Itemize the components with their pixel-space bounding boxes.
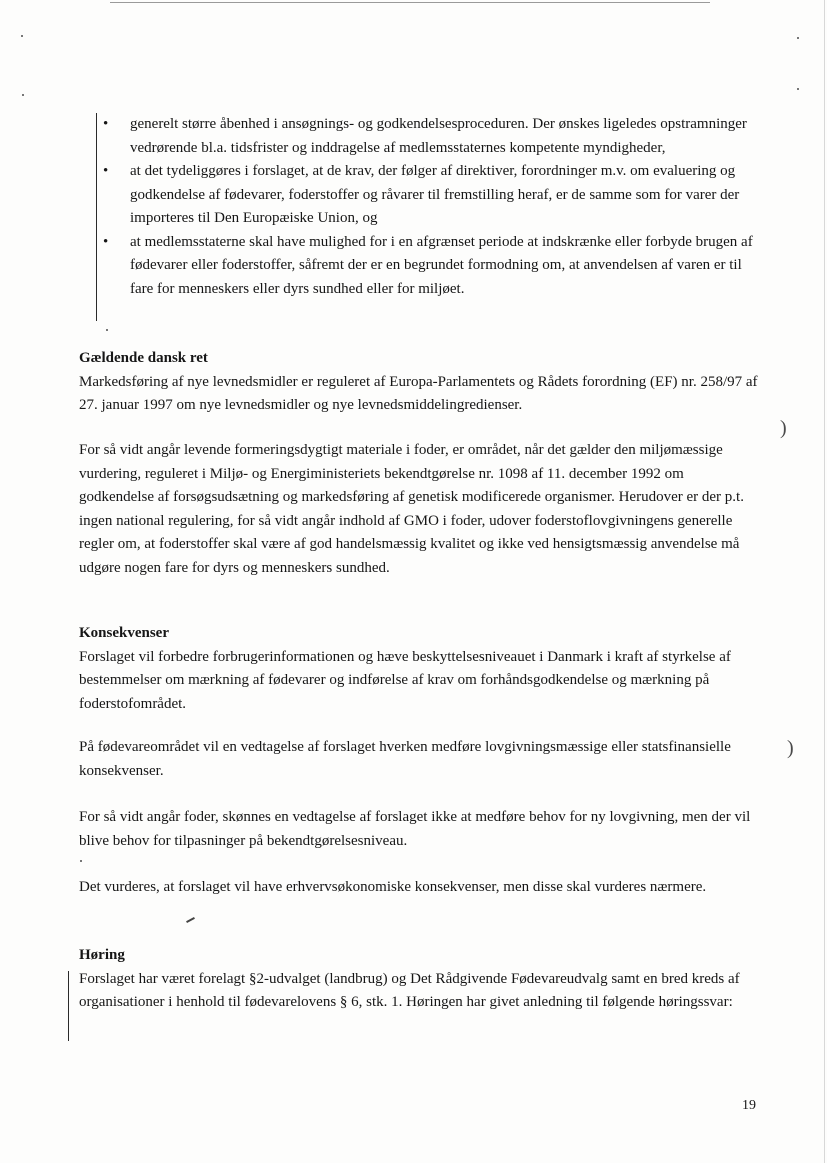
paragraph: Forslaget har været forelagt §2-udvalget (landbrug) og Det Rådgivende Fødevareudvalg samt en bred kreds af organisationer i henhold til fødevarelovens § 6, stk. 1. Høringen har givet anledning til følgende høringssvar: <box>79 970 740 1010</box>
paragraph-gmo-foder <box>79 439 759 580</box>
scan-speck <box>106 329 108 331</box>
bullet-dot: • <box>103 163 109 179</box>
bullet-item <box>103 113 763 160</box>
section-konsekvenser <box>79 622 759 716</box>
paragraph: For så vidt angår levende formeringsdygtigt materiale i foder, er området, når det gælder den miljømæssige vurdering, reguleret i Miljø- og Energiministeriets bekendtgørelse nr. 1098 af 11. december 1992 om godkendelse af forsøgsudsætning og markedsføring af genetisk modificerede organismer. Herudover er der p.t. ingen national regulering, for så vidt angår indhold af GMO i foder, udover foderstoflovgivningens generelle regler om, at foderstoffer skal være af god handelsmæssig kvalitet og ikke ved hensigtsmæssig anvendelse må udgøre nogen fare for dyrs og menneskers sundhed. <box>79 442 744 576</box>
section-gaeldende-dansk-ret <box>79 347 759 418</box>
handwritten-stroke-mark <box>186 917 195 923</box>
section-heading: Gældende dansk ret <box>79 350 208 366</box>
revision-bar-bullets <box>96 113 97 321</box>
scan-speck <box>797 88 799 90</box>
margin-bracket-mark: ) <box>780 417 787 439</box>
paragraph: For så vidt angår foder, skønnes en vedtagelse af forslaget ikke at medføre behov for ny lovgivning, men der vil blive behov for tilpasninger på bekendtgørelsesniveau. <box>79 809 751 849</box>
paragraph-foder <box>79 806 759 853</box>
revision-bar-horing <box>68 971 69 1041</box>
paragraph-erhvervsoekonomiske <box>79 876 759 900</box>
bullet-text: at det tydeliggøres i forslaget, at de krav, der følger af direktiver, forordninger m.v. om evaluering og godkendelse af fødevarer, foderstoffer og råvarer til fremstilling heraf, er de samme som for varer der importeres til Den Europæiske Union, og <box>130 163 740 226</box>
paragraph: Markedsføring af nye levnedsmidler er reguleret af Europa-Parlamentets og Rådets forordning (EF) nr. 258/97 af 27. januar 1997 om nye levnedsmidler og nye levnedsmiddelingredienser. <box>79 373 758 413</box>
bullet-dot: • <box>103 116 109 132</box>
scan-speck <box>21 35 23 37</box>
page-number: 19 <box>742 1098 756 1113</box>
requirements-bullet-list <box>103 113 763 301</box>
scan-speck <box>80 860 82 862</box>
section-heading: Høring <box>79 947 125 963</box>
bullet-item <box>103 231 763 302</box>
bullet-text: at medlemsstaterne skal have mulighed for i en afgrænset periode at indskrænke eller forbyde brugen af fødevarer eller foderstoffer, såfremt der er en begrundet formodning om, at anvendelsen af varen er til fare for menneskers eller dyrs sundhed eller for miljøet. <box>130 233 753 297</box>
scan-speck <box>797 37 799 39</box>
scan-artifact-right-edge <box>824 0 825 1163</box>
paragraph-foedevareomraadet <box>79 736 759 783</box>
bullet-dot: • <box>103 233 109 250</box>
margin-bracket-mark: ) <box>787 737 794 759</box>
paragraph: Det vurderes, at forslaget vil have erhvervsøkonomiske konsekvenser, men disse skal vurderes nærmere. <box>79 879 707 895</box>
bullet-item <box>103 160 763 231</box>
paragraph: På fødevareområdet vil en vedtagelse af forslaget hverken medføre lovgivningsmæssige eller statsfinansielle konsekvenser. <box>79 739 731 779</box>
section-heading: Konsekvenser <box>79 625 169 641</box>
section-horing <box>79 944 759 1015</box>
scan-speck <box>22 94 24 96</box>
scan-artifact-top-line <box>110 2 710 3</box>
paragraph: Forslaget vil forbedre forbrugerinformationen og hæve beskyttelsesniveauet i Danmark i kraft af styrkelse af bestemmelser om mærkning af fødevarer og indførelse af krav om forhåndsgodkendelse og mærkning på foderstofområdet. <box>79 648 731 712</box>
bullet-text: generelt større åbenhed i ansøgnings- og godkendelsesproceduren. Der ønskes ligeledes opstramninger vedrørende bl.a. tidsfrister og inddragelse af medlemsstaternes kompetente myndigheder, <box>130 116 747 156</box>
